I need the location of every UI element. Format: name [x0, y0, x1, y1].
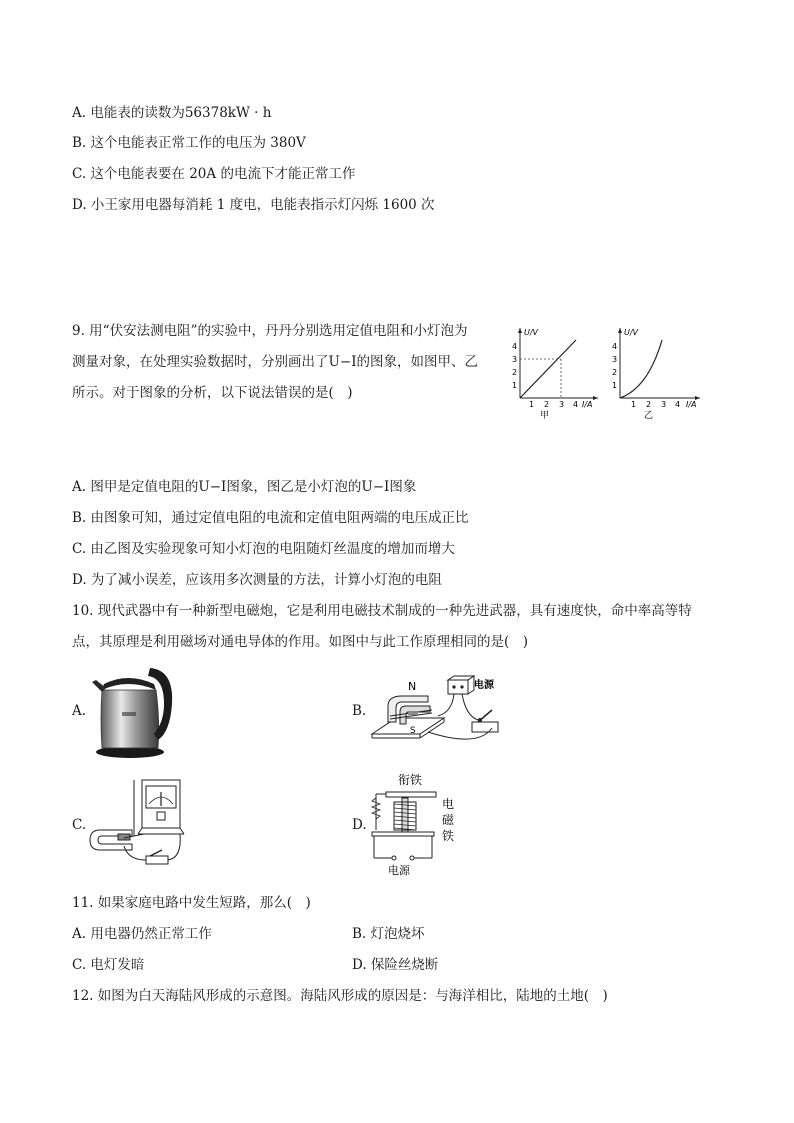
q8-option-d: D. 小王家用电器每消耗 1 度电，电能表指示灯闪烁 1600 次 [72, 197, 435, 213]
yi-caption: 乙 [644, 411, 654, 420]
jia-xtick-4: 4 [573, 400, 579, 409]
q10-figure-c [88, 776, 188, 868]
yi-xlabel: I/A [686, 400, 697, 409]
jia-ytick-1: 1 [512, 381, 518, 390]
jia-line [520, 340, 576, 398]
jia-ytick-4: 4 [512, 342, 518, 351]
yi-ytick-2: 2 [612, 368, 618, 377]
jia-ylabel: U/V [524, 328, 539, 337]
jia-xtick-1: 1 [529, 400, 535, 409]
fig-d-power-label: 电源 [388, 864, 410, 877]
jia-ytick-3: 3 [512, 355, 518, 364]
q9-stem-line1: 9. 用“伏安法测电阻”的实验中，丹丹分别选用定值电阻和小灯泡为 [72, 323, 468, 339]
q11-option-b: B. 灯泡烧坏 [352, 926, 425, 942]
yi-curve [620, 340, 662, 398]
q9-option-c: C. 由乙图及实验现象可知小灯泡的电阻随灯丝温度的增加而增大 [72, 541, 455, 557]
fig-b-power-label: 电源 [474, 680, 494, 691]
kettle-image [88, 660, 178, 760]
yi-xtick-3: 3 [661, 400, 667, 409]
q11-option-c: C. 电灯发暗 [72, 957, 145, 973]
jia-xtick-2: 2 [544, 400, 550, 409]
fig-d-armature-label: 衔铁 [398, 773, 423, 787]
q10-stem-line2: 点，其原理是利用磁场对通电导体的作用。如图中与此工作原理相同的是( ) [72, 634, 529, 650]
q10-option-b-label: B. [352, 703, 367, 719]
yi-ytick-3: 3 [612, 355, 618, 364]
fig-d-magnet-label-2: 磁 [442, 813, 455, 827]
q10-option-d-label: D. [352, 817, 367, 833]
q10-option-c-label: C. [72, 817, 87, 833]
fig-d-magnet-label-3: 铁 [442, 829, 455, 843]
q11-option-d: D. 保险丝烧断 [352, 957, 439, 973]
yi-xtick-2: 2 [646, 400, 652, 409]
yi-xtick-1: 1 [631, 400, 637, 409]
jia-caption: 甲 [540, 411, 550, 420]
q8-option-a: A. 电能表的读数为56378kW · h [72, 105, 272, 121]
q11-option-a: A. 用电器仍然正常工作 [72, 926, 212, 942]
q8-option-c: C. 这个电能表要在 20A 的电流下才能正常工作 [72, 166, 356, 182]
fig-b-n-label: N [408, 680, 417, 693]
fig-d-magnet-label-1: 电 [442, 797, 455, 811]
q9-option-a: A. 图甲是定值电阻的U−I图象，图乙是小灯泡的U−I图象 [72, 479, 417, 495]
q12-stem: 12. 如图为白天海陆风形成的示意图。海陆风形成的原因是：与海洋相比，陆地的土地( ) [72, 988, 608, 1004]
q8-option-b: B. 这个电能表正常工作的电压为 380V [72, 135, 306, 151]
jia-xtick-3: 3 [559, 400, 565, 409]
q9-graph-yi [606, 322, 710, 420]
q11-stem: 11. 如果家庭电路中发生短路，那么( ) [72, 895, 311, 911]
q9-option-b: B. 由图象可知，通过定值电阻的电流和定值电阻两端的电压成正比 [72, 510, 469, 526]
q10-figure-b [368, 672, 504, 746]
yi-xtick-4: 4 [675, 400, 681, 409]
yi-ytick-1: 1 [612, 381, 618, 390]
jia-ytick-2: 2 [512, 368, 518, 377]
yi-ytick-4: 4 [612, 342, 618, 351]
jia-xlabel: I/A [582, 400, 593, 409]
q10-figure-d [366, 768, 466, 878]
yi-ylabel: U/V [624, 328, 639, 337]
q9-graph-jia [506, 322, 602, 420]
fig-b-s-label: S [410, 726, 416, 736]
q9-option-d: D. 为了减小误差，应该用多次测量的方法，计算小灯泡的电阻 [72, 572, 442, 588]
q9-stem-line3: 所示。对于图象的分析，以下说法错误的是( ) [72, 385, 353, 401]
q9-stem-line2: 测量对象，在处理实验数据时，分别画出了U−I的图象，如图甲、乙 [72, 354, 479, 370]
q10-option-a-label: A. [72, 703, 87, 719]
q10-stem-line1: 10. 现代武器中有一种新型电磁炮，它是利用电磁技术制成的一种先进武器，具有速度快，命中率高等特 [72, 603, 692, 619]
